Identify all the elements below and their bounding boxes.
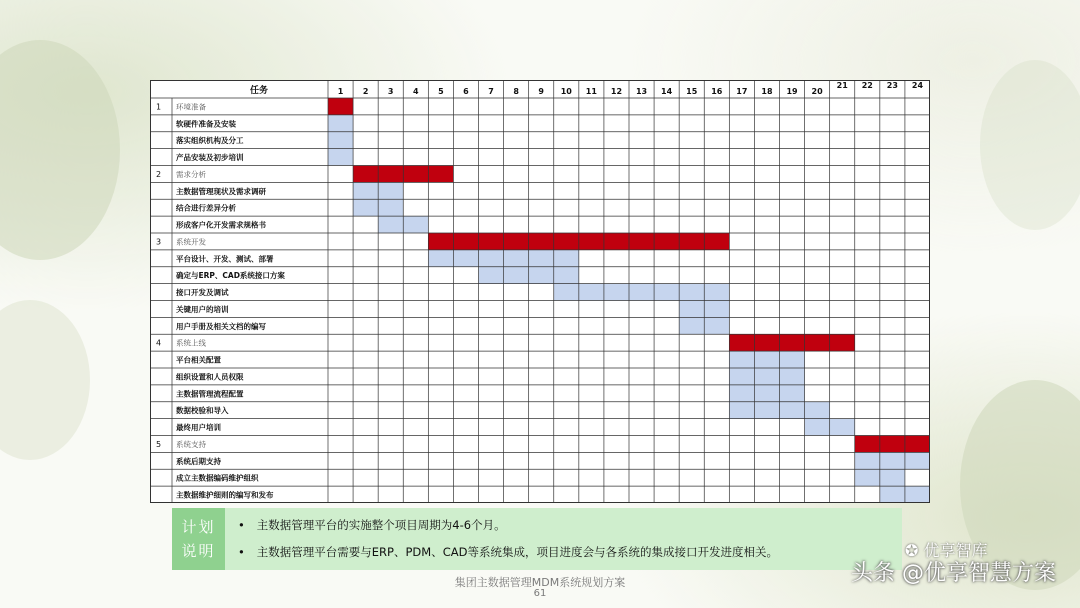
task-bar xyxy=(729,351,804,368)
week-label: 16 xyxy=(711,87,723,96)
week-label: 10 xyxy=(560,87,572,96)
week-label: 12 xyxy=(610,87,623,96)
task-label: 落实组织机构及分工 xyxy=(176,136,244,146)
week-label: 19 xyxy=(786,87,798,96)
week-label: 8 xyxy=(513,87,519,96)
phase-label: 环境准备 xyxy=(176,102,206,112)
phase-bar xyxy=(328,98,353,115)
week-label: 2 xyxy=(362,87,369,96)
week-label: 9 xyxy=(538,87,544,96)
plan-notes xyxy=(172,508,902,570)
task-label: 关键用户的培训 xyxy=(176,304,229,314)
task-bar xyxy=(328,132,353,149)
task-label: 最终用户培训 xyxy=(176,423,221,433)
week-label: 6 xyxy=(463,87,469,96)
bullet-icon: • xyxy=(238,545,245,559)
week-label: 4 xyxy=(413,87,419,96)
week-label: 14 xyxy=(661,87,673,96)
task-label: 形成客户化开发需求规格书 xyxy=(176,220,266,230)
gantt-grid xyxy=(150,80,930,503)
task-label: 主数据管理现状及需求调研 xyxy=(176,186,266,196)
task-label: 平台设计、开发、测试、部署 xyxy=(176,254,274,264)
background-petal xyxy=(0,40,120,260)
phase-number: 4 xyxy=(156,338,162,348)
wechat-icon: ✪ xyxy=(905,541,919,560)
grid-border xyxy=(151,81,930,503)
footer-title: 集团主数据管理MDM系统规划方案 xyxy=(454,576,626,589)
phase-number: 2 xyxy=(156,169,162,179)
task-label: 确定与ERP、CAD系统接口方案 xyxy=(176,271,285,281)
week-label: 23 xyxy=(886,81,898,90)
week-label: 18 xyxy=(761,87,773,96)
task-label: 成立主数据编码维护组织 xyxy=(176,473,259,483)
phase-label: 系统开发 xyxy=(176,237,206,247)
task-bar xyxy=(328,149,353,166)
task-label: 组织设置和人员权限 xyxy=(176,372,244,382)
week-label: 1 xyxy=(337,87,344,96)
week-label: 17 xyxy=(736,87,748,96)
note-item-1 xyxy=(238,517,506,533)
week-label: 3 xyxy=(387,87,394,96)
week-label: 21 xyxy=(836,81,848,90)
phase-bar xyxy=(729,334,854,351)
week-label: 7 xyxy=(488,87,494,96)
page-number: 61 xyxy=(533,588,547,599)
logo-text: 优享智库 xyxy=(923,541,988,560)
watermark-text: 头条 @优享智慧方案 xyxy=(851,561,1056,586)
task-bar xyxy=(729,368,804,385)
phase-label: 系统支持 xyxy=(176,439,206,449)
task-label: 产品安装及初步培训 xyxy=(176,153,244,163)
phase-bar xyxy=(855,436,930,453)
task-label: 主数据管理流程配置 xyxy=(176,389,244,399)
task-label: 数据校验和导入 xyxy=(176,406,229,416)
note-item-2 xyxy=(238,544,778,560)
week-label: 20 xyxy=(811,87,823,96)
week-label: 5 xyxy=(438,87,444,96)
task-label: 平台相关配置 xyxy=(176,355,221,365)
task-label: 接口开发及调试 xyxy=(176,288,229,298)
background-petal xyxy=(0,300,90,460)
note-text-1: 主数据管理平台的实施整个项目周期为4-6个月。 xyxy=(256,518,506,532)
task-label: 软硬件准备及安装 xyxy=(176,119,236,129)
header-task: 任务 xyxy=(249,86,269,96)
phase-number: 1 xyxy=(156,102,162,112)
task-bar xyxy=(328,115,353,132)
background-petal xyxy=(980,60,1080,230)
task-label: 用户手册及相关文档的编写 xyxy=(176,321,266,331)
week-label: 24 xyxy=(911,81,924,90)
phase-number: 5 xyxy=(156,439,162,449)
phase-label: 需求分析 xyxy=(176,169,206,179)
task-bar xyxy=(729,385,804,402)
task-label: 系统后期支持 xyxy=(176,456,221,466)
notes-title-line2: 说明 xyxy=(181,542,216,560)
notes-title-line1: 计划 xyxy=(181,518,216,536)
gantt-chart xyxy=(150,80,930,503)
week-label: 15 xyxy=(686,87,698,96)
task-bar xyxy=(554,284,730,301)
phase-number: 3 xyxy=(156,237,162,247)
week-label: 22 xyxy=(861,81,873,90)
notes-title xyxy=(172,508,225,570)
bullet-icon: • xyxy=(238,518,245,532)
phase-label: 系统上线 xyxy=(176,338,206,348)
week-label: 13 xyxy=(635,87,648,96)
task-label: 结合进行差异分析 xyxy=(176,203,236,213)
task-bar xyxy=(855,452,930,469)
note-text-2: 主数据管理平台需要与ERP、PDM、CAD等系统集成，项目进度会与各系统的集成接口开发进度相关。 xyxy=(256,545,778,559)
task-label: 主数据维护细则的编写和发布 xyxy=(176,490,274,500)
week-label: 11 xyxy=(585,87,597,96)
